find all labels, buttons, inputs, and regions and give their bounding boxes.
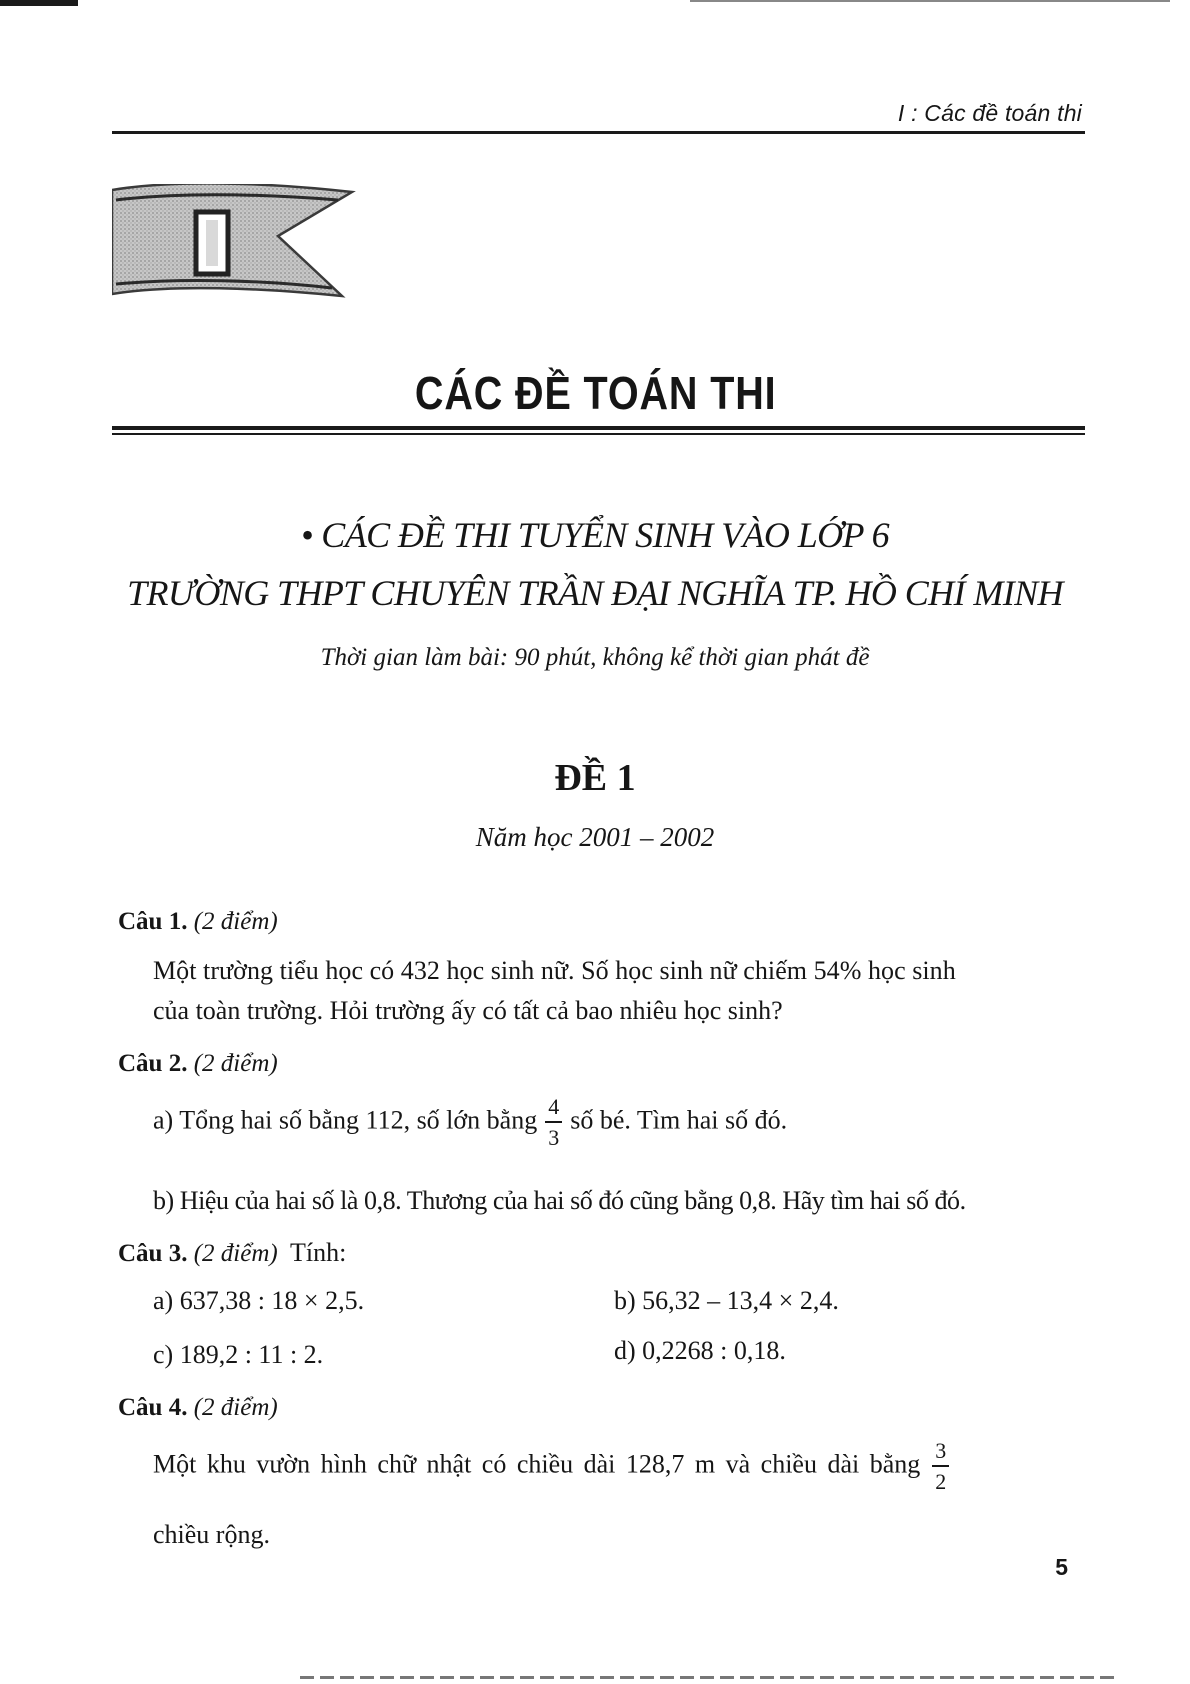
question-1-text-line1: Một trường tiểu học có 432 học sinh nữ. Số học sinh nữ chiếm 54% học sinh	[153, 956, 956, 985]
fraction-numerator: 4	[545, 1096, 562, 1123]
exam-title: ĐỀ 1	[554, 757, 636, 799]
question-3-label	[118, 1238, 346, 1268]
question-4-text: Một khu vườn hình chữ nhật có chiều dài 128,7 m và chiều dài bằng	[153, 1449, 921, 1479]
chapter-title: CÁC ĐỀ TOÁN THI	[414, 367, 777, 419]
question-points: (2 điểm)	[193, 1394, 278, 1421]
question-number: Câu 1.	[118, 908, 188, 935]
fraction-numerator: 3	[932, 1440, 949, 1467]
part-a-text-end: số bé. Tìm hai số đó.	[570, 1105, 788, 1135]
chapter-banner-icon	[112, 184, 372, 304]
question-3-lead: Tính:	[289, 1238, 347, 1267]
question-4-text-line1	[153, 1440, 957, 1493]
school-year: Năm học 2001 – 2002	[475, 822, 715, 852]
scan-bottom-edge	[300, 1676, 1120, 1679]
question-points: (2 điểm)	[193, 1240, 278, 1267]
question-3-item-c: c) 189,2 : 11 : 2.	[153, 1340, 324, 1369]
fraction-denominator: 2	[935, 1469, 947, 1494]
question-1-text-line2: của toàn trường. Hỏi trường ấy có tất cả bao nhiêu học sinh?	[153, 996, 783, 1025]
header-rule	[112, 131, 1085, 134]
fraction-three-halves	[932, 1440, 949, 1493]
section-heading-line1: • CÁC ĐỀ THI TUYỂN SINH VÀO LỚP 6	[300, 515, 890, 555]
scan-edge-line	[690, 0, 1170, 2]
question-number: Câu 4.	[118, 1394, 188, 1421]
question-2-part-a	[153, 1096, 787, 1149]
question-4-label	[118, 1394, 278, 1422]
question-4-text-line2: chiều rộng.	[153, 1520, 270, 1549]
title-rule-thin	[112, 433, 1085, 435]
question-points: (2 điểm)	[193, 908, 278, 935]
scan-edge-mark	[0, 0, 78, 6]
question-points: (2 điểm)	[193, 1050, 278, 1077]
question-3-item-a: a) 637,38 : 18 × 2,5.	[153, 1286, 365, 1315]
question-number: Câu 3.	[118, 1240, 188, 1267]
question-2-label	[118, 1050, 278, 1078]
time-note: Thời gian làm bài: 90 phút, không kể thời gian phát đề	[320, 644, 870, 671]
question-number: Câu 2.	[118, 1050, 188, 1077]
section-heading-line2: TRƯỜNG THPT CHUYÊN TRẦN ĐẠI NGHĨA TP. HỒ CHÍ MINH	[127, 573, 1063, 613]
question-1-label	[118, 908, 278, 936]
fraction-denominator: 3	[548, 1125, 560, 1150]
question-2-part-b: b) Hiệu của hai số là 0,8. Thương của hai số đó cũng bằng 0,8. Hãy tìm hai số đó.	[153, 1186, 966, 1215]
title-rule-thick	[112, 426, 1085, 430]
running-header: I : Các đề toán thi	[897, 100, 1082, 126]
part-a-text: a) Tổng hai số bằng 112, số lớn bằng	[153, 1105, 538, 1135]
question-3-item-d: d) 0,2268 : 0,18.	[614, 1336, 786, 1365]
page-number: 5	[1055, 1554, 1068, 1580]
question-3-item-b: b) 56,32 – 13,4 × 2,4.	[614, 1286, 839, 1315]
fraction-four-thirds	[545, 1096, 562, 1149]
